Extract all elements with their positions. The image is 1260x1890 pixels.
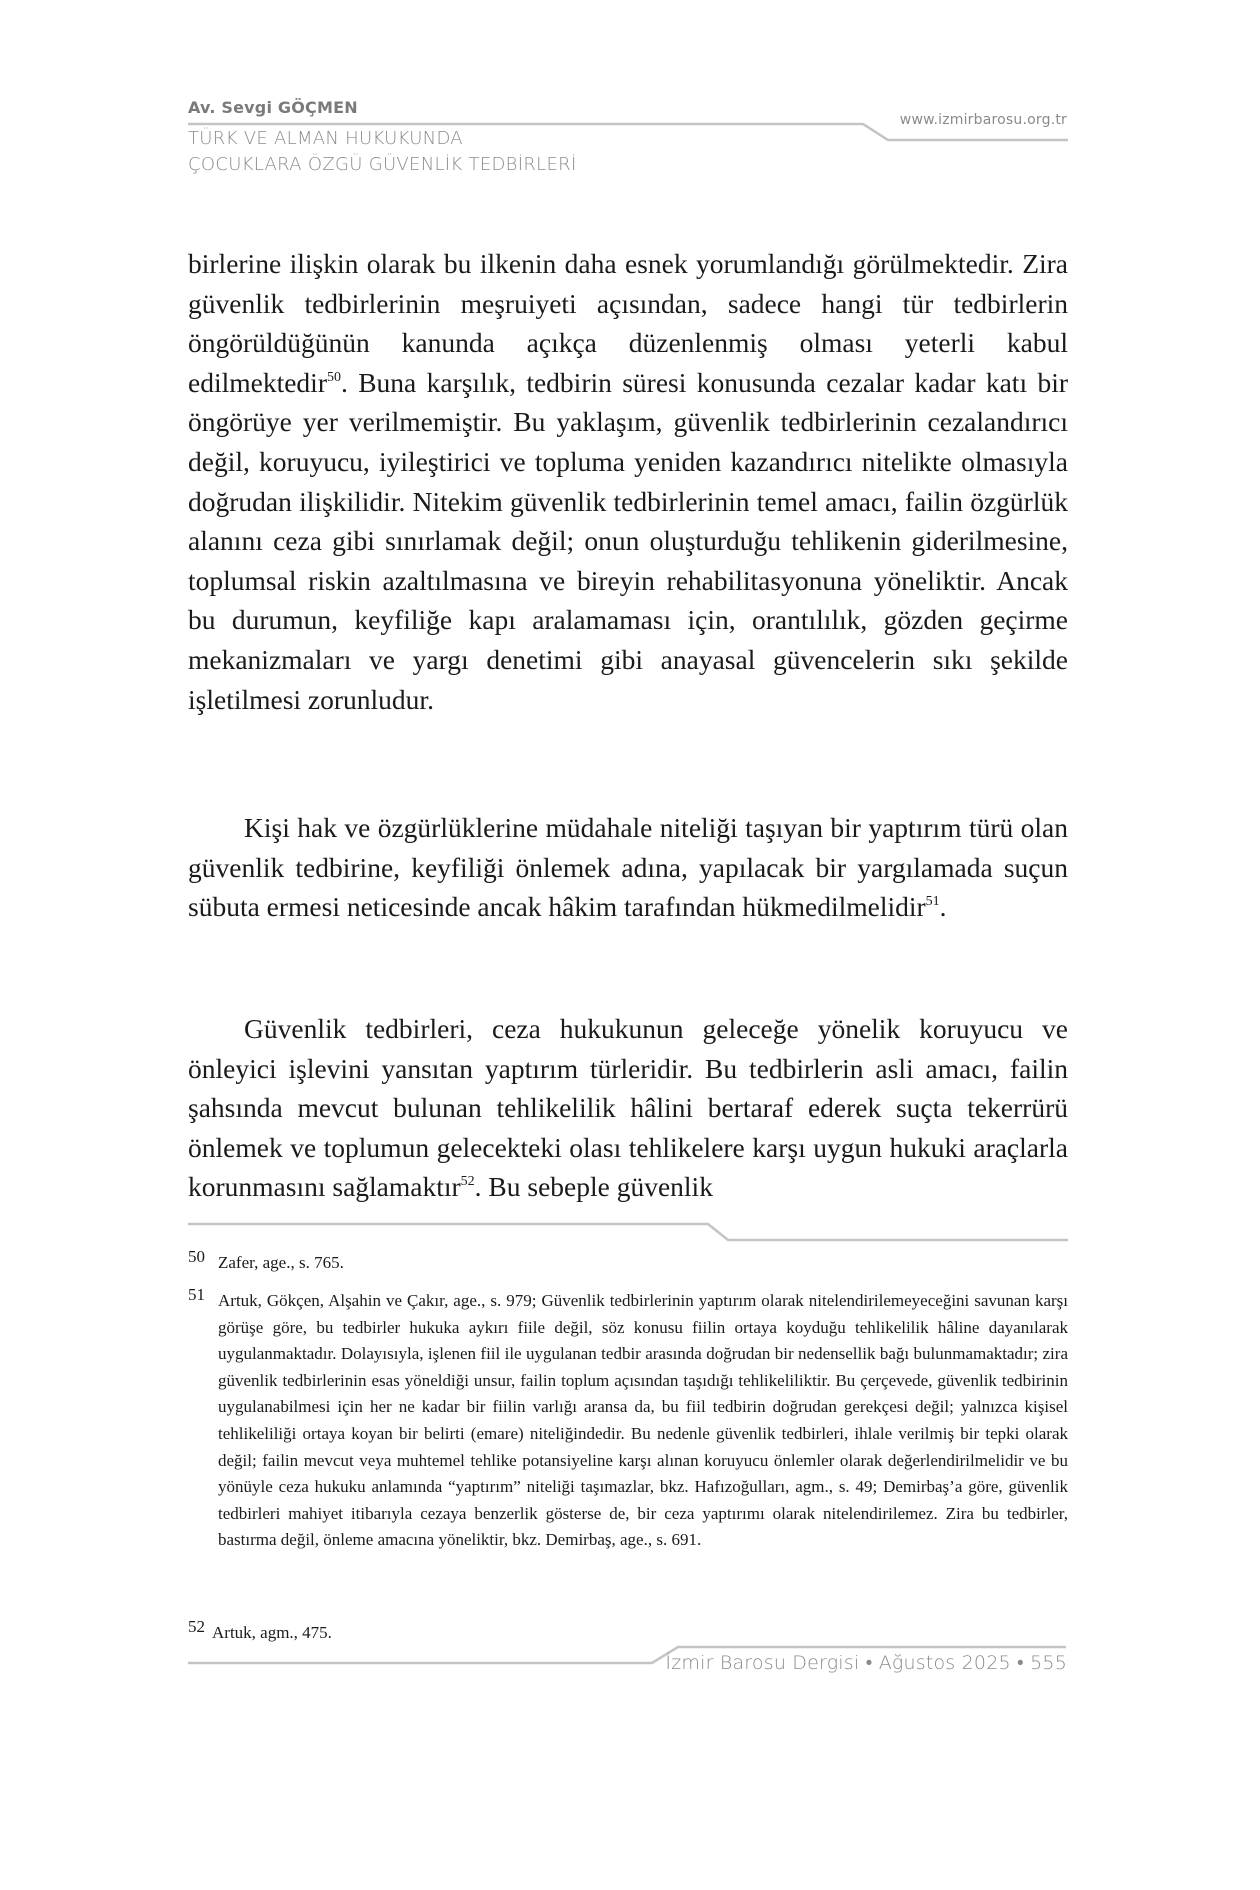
body-text: birlerine ilişkin olarak bu ilkenin daha esnek yorumlandığı görülmektedir. Zira güvenlik tedbirlerinin meşruiyeti açısından, sadece hangi tür tedbirlerin öngörüldüğünün kanunda açıkça düzenlenmiş olması yeterli kabul edilmektedir bbox=[188, 248, 1068, 398]
footnote-number: 52 bbox=[188, 1617, 205, 1636]
footnote-text: Artuk, Gökçen, Alşahin ve Çakır, age., s. 979; Güvenlik tedbirlerinin yaptırım olarak nitelendirilemeyeceğini savunan karşı görüşe göre, bu tedbirler hukuka aykırı fiile değil, söz konusu fiilin ortaya koyduğu tehlikelilik hâline dayanılarak uygulanmaktadır. Dolayısıyla, işlenen fiil ile uygulanan tedbir arasında doğrudan bir nedensellik bağı bulunmamaktadır; zira güvenlik tedbirlerinin esas yöneldiği unsur, failin toplum açısından taşıdığı tehlikeliliktir. Bu çerçevede, güvenlik tedbirinin uygulanabilmesi için her ne kadar bir fiilin varlığı aransa da, bu fiil tedbirin doğrudan gerekçesi değil; yalnızca kişisel tehlikeliliği ortaya koyan bir belirti (emare) niteliğindedir. Bu nedenle güvenlik tedbirleri, ihlale verilmiş bir tepki olarak değil; failin mevcut veya muhtemel tehlike potansiyeline karşı alınan koruyucu önlemler olarak değerlendirilmelidir ve bu yönüyle ceza hukuku anlamında “yaptırım” niteliği taşımazlar, bkz. Hafızoğulları, agm., s. 49; Demirbaş’a göre, güvenlik tedbirleri mahiyet itibarıyla cezaya benzerlik gösterse de, bir ceza yaptırımı olarak nitelendirilemez. Zira bu tedbirler, bastırma değil, önleme amacına yöneliktir, bkz. Demirbaş, age., s. 691. bbox=[218, 1291, 1068, 1550]
footnote-ref-50[interactable]: 50 bbox=[326, 369, 341, 385]
footnote-text: Artuk, agm., 475. bbox=[212, 1623, 332, 1642]
footnote-52 bbox=[188, 1617, 1068, 1647]
footnote-50 bbox=[188, 1247, 1068, 1277]
body-text: Kişi hak ve özgürlüklerine müdahale niteliği taşıyan bir yaptırım türü olan güvenlik tedbirine, keyfiliği önlemek adına, yapılacak bir yargılamada suçun sübuta ermesi neticesinde ancak hâkim tarafından hükmedilmelidir bbox=[188, 812, 1068, 923]
footnote-ref-51[interactable]: 51 bbox=[925, 894, 940, 910]
footnote-ref-52[interactable]: 52 bbox=[460, 1174, 475, 1190]
body-text: . Bu sebeple güvenlik bbox=[474, 1171, 713, 1203]
footnote-separator-rule bbox=[188, 1224, 1068, 1240]
body-paragraph-3 bbox=[188, 1009, 1068, 1207]
body-text: Güvenlik tedbirleri, ceza hukukunun geleceğe yönelik koruyucu ve önleyici işlevini yansıtan yaptırım türleridir. Bu tedbirlerin asli amacı, failin şahsında mevcut bulunan tehlikelilik hâlini bertaraf ederek suçta tekerrürü önlemek ve toplumun gelecekteki olası tehlikelere karşı uygun hukuki araçlarla korunmasını sağlamaktır bbox=[188, 1013, 1068, 1203]
footnote-number: 51 bbox=[188, 1285, 205, 1304]
body-text: . Buna karşılık, tedbirin süresi konusunda cezalar kadar katı bir öngörüye yer verilmemiştir. Bu yaklaşım, güvenlik tedbirlerinin cezalandırıcı değil, koruyucu, iyileştirici ve topluma yeniden kazandırıcı nitelikte olmasıyla doğrudan ilişkilidir. Nitekim güvenlik tedbirlerinin temel amacı, failin özgürlük alanını ceza gibi sınırlamak değil; onun oluşturduğu tehlikenin giderilmesine, toplumsal riskin azaltılmasına ve bireyin rehabilitasyonuna yöneliktir. Ancak bu durumun, keyfiliğe kapı aralamaması için, orantılılık, gözden geçirme mekanizmaları ve yargı denetimi gibi anayasal güvencelerin sıkı şekilde işletilmesi zorunludur. bbox=[188, 366, 1068, 715]
header-url: www.izmirbarosu.org.tr bbox=[899, 112, 1067, 128]
page-footer: İzmir Barosu Dergisi • Ağustos 2025 • 555 bbox=[665, 1652, 1067, 1674]
body-paragraph-2 bbox=[188, 808, 1068, 927]
body-paragraph-1 bbox=[188, 244, 1068, 719]
body-text: . bbox=[939, 891, 947, 923]
footnote-text: Zafer, age., s. 765. bbox=[218, 1253, 344, 1272]
header-author: Av. Sevgi GÖÇMEN bbox=[188, 98, 358, 117]
header-title-line-2: ÇOCUKLARA ÖZGÜ GÜVENLİK TEDBİRLERİ bbox=[188, 154, 577, 175]
footnote-number: 50 bbox=[188, 1247, 205, 1266]
header-title-line-1: TÜRK VE ALMAN HUKUKUNDA bbox=[188, 128, 463, 149]
footnote-51 bbox=[188, 1285, 1068, 1554]
